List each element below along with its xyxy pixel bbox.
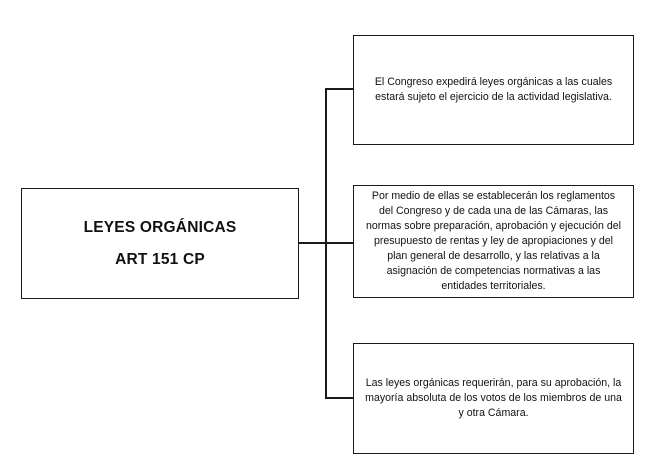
main-subtitle: ART 151 CP bbox=[115, 250, 205, 268]
main-concept-box bbox=[21, 188, 299, 299]
connector-main-to-trunk bbox=[299, 242, 326, 244]
connector-branch-2 bbox=[325, 242, 353, 244]
connector-branch-1 bbox=[325, 88, 353, 90]
connector-branch-3 bbox=[325, 397, 353, 399]
detail-box-3 bbox=[353, 343, 634, 454]
detail-box-2 bbox=[353, 185, 634, 298]
detail-box-1 bbox=[353, 35, 634, 145]
main-title: LEYES ORGÁNICAS bbox=[83, 218, 237, 236]
detail-text-3: Las leyes orgánicas requerirán, para su aprobación, la mayoría absoluta de los votos de los miembros de una y otra Cámara. bbox=[365, 377, 622, 419]
detail-text-1: El Congreso expedirá leyes orgánicas a las cuales estará sujeto el ejercicio de la actividad legislativa. bbox=[374, 76, 613, 103]
detail-text-2: Por medio de ellas se establecerán los reglamentos del Congreso y de cada una de las Cámaras, las normas sobre preparación, aprobación y ejecución del presupuesto de rentas y ley de apropiaciones y del plan general de desarrollo, y las relativas a la asignación de competencias normativas a las entidades territoriales. bbox=[366, 190, 621, 292]
